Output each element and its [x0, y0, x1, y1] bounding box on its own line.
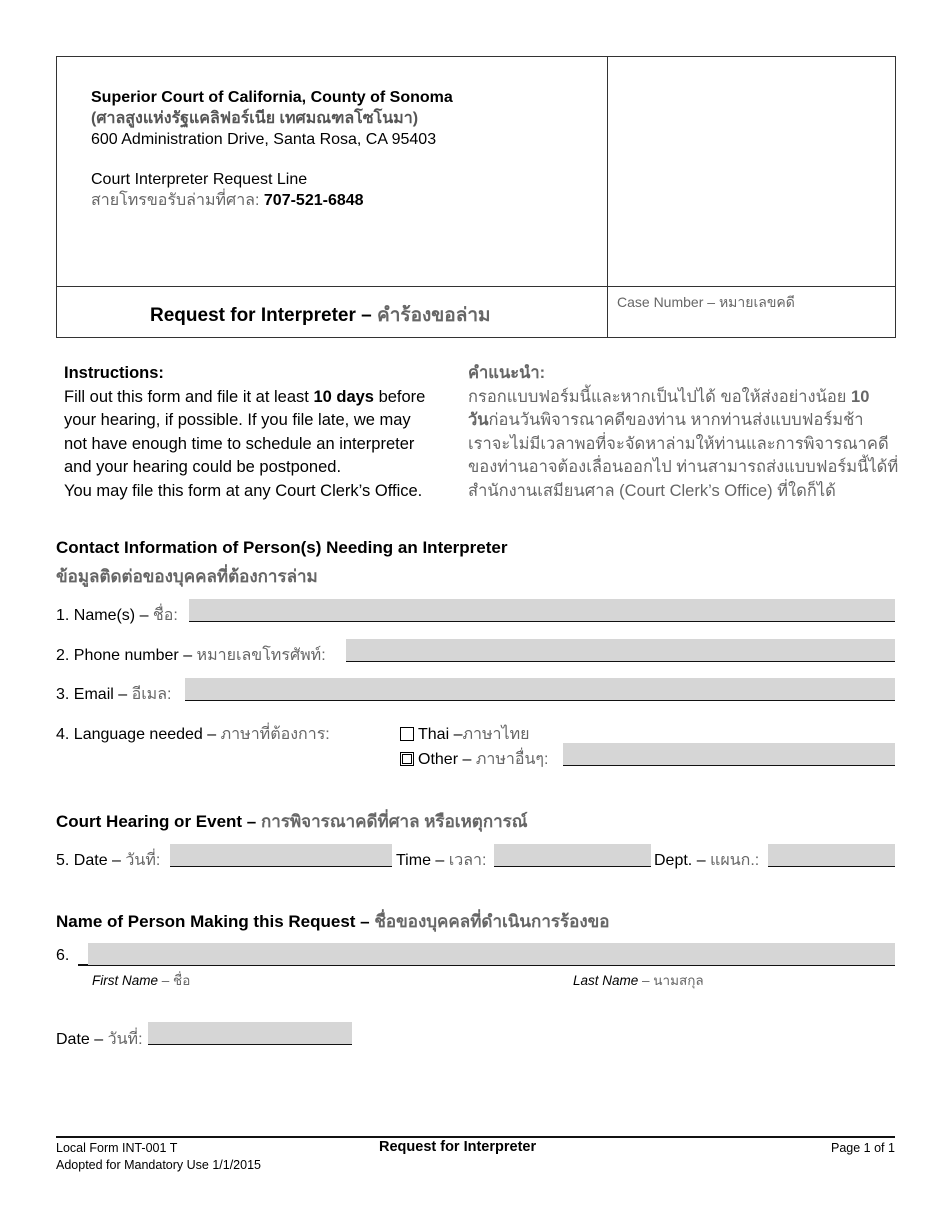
request-date-label: Date – วันที่:	[56, 1031, 143, 1048]
requester-number: 6.	[56, 947, 70, 964]
phone-number: 707-521-6848	[263, 192, 364, 209]
contact-heading: Contact Information of Person(s) Needing an Interpreter	[56, 538, 508, 557]
request-line-label: Court Interpreter Request Line	[91, 171, 308, 188]
name-field[interactable]	[189, 599, 895, 622]
header-horizontal-divider	[56, 286, 895, 287]
instructions-line-2: your hearing, if possible. If you file late, we may	[64, 411, 411, 429]
instructions-thai	[468, 362, 898, 503]
form-title	[150, 300, 491, 330]
footer-page: Page 1 of 1	[831, 1141, 895, 1155]
header-vertical-divider	[607, 56, 608, 337]
last-name-caption: Last Name – นามสกุล	[573, 973, 704, 988]
case-number-input[interactable]	[612, 312, 890, 334]
form-title-thai: คำร้องขอล่าม	[377, 305, 491, 326]
instructions-line-1: Fill out this form and file it at least 10 days before	[64, 387, 426, 406]
instructions-thai-line-5: สำนักงานเสมียนศาล (Court Clerk’s Office) ที่ใดก็ได้	[468, 481, 836, 500]
instructions-en	[64, 362, 454, 503]
hearing-time-field[interactable]	[494, 844, 651, 867]
request-line-thai: สายโทรขอรับล่ามที่ศาล:	[91, 192, 260, 209]
footer-adopted: Adopted for Mandatory Use 1/1/2015	[56, 1158, 261, 1172]
thai-checkbox[interactable]	[400, 727, 414, 741]
email-label: 3. Email – อีเมล:	[56, 686, 172, 703]
phone-label: 2. Phone number – หมายเลขโทรศัพท์:	[56, 647, 326, 664]
email-field[interactable]	[185, 678, 895, 701]
instructions-line-3: not have enough time to schedule an interpreter	[64, 434, 415, 453]
instructions-thai-line-3: เราจะไม่มีเวลาพอที่จะจัดหาล่ามให้ท่านและการพิจารณาคดี	[468, 434, 889, 453]
phone-field[interactable]	[346, 639, 895, 662]
instructions-heading-thai: คำแนะนำ:	[468, 364, 546, 382]
court-name-thai: (ศาลสูงแห่งรัฐแคลิฟอร์เนีย เทศมณฑลโซโนมา)	[91, 110, 419, 127]
case-number-label: Case Number – หมายเลขคดี	[617, 294, 795, 310]
contact-heading-thai: ข้อมูลติดต่อของบุคคลที่ต้องการล่าม	[56, 567, 318, 586]
first-name-caption: First Name – ชื่อ	[92, 973, 191, 988]
footer-rule	[56, 1136, 895, 1138]
instructions-heading: Instructions:	[64, 364, 164, 382]
footer-title: Request for Interpreter	[379, 1139, 537, 1155]
footer-form-id: Local Form INT-001 T	[56, 1141, 178, 1155]
other-language-field[interactable]	[563, 743, 895, 766]
court-name: Superior Court of California, County of Sonoma	[91, 89, 453, 106]
requester-name-underline-lead	[78, 964, 88, 966]
court-info	[91, 87, 453, 211]
form-title-en: Request for Interpreter –	[150, 305, 372, 326]
court-address: 600 Administration Drive, Santa Rosa, CA 95403	[91, 131, 437, 148]
language-option-thai[interactable]: Thai –ภาษาไทย	[400, 722, 530, 747]
other-checkbox[interactable]	[400, 752, 414, 766]
language-label: 4. Language needed – ภาษาที่ต้องการ:	[56, 726, 330, 743]
hearing-date-field[interactable]	[170, 844, 392, 867]
requester-name-field[interactable]	[88, 943, 895, 966]
requester-heading: Name of Person Making this Request – ชื่อของบุคคลที่ดำเนินการร้องขอ	[56, 912, 610, 931]
instructions-line-5: You may file this form at any Court Clerk’s Office.	[64, 481, 423, 500]
language-option-other[interactable]: Other – ภาษาอื่นๆ:	[400, 747, 548, 772]
instructions-line-4: and your hearing could be postponed.	[64, 458, 342, 476]
instructions-thai-line-1: กรอกแบบฟอร์มนี้และหากเป็นไปได้ ขอให้ส่งอย่างน้อย 10	[468, 387, 870, 406]
name-label: 1. Name(s) – ชื่อ:	[56, 607, 178, 624]
instructions-thai-line-4: ของท่านอาจต้องเลื่อนออกไป ท่านสามารถส่งแบบฟอร์มนี้ได้ที่	[468, 458, 899, 476]
dept-label: Dept. – แผนก.:	[654, 852, 760, 869]
request-line-phone-row	[91, 190, 453, 211]
instructions-thai-line-2: วันก่อนวันพิจารณาคดีของท่าน หากท่านส่งแบบฟอร์มช้า	[468, 411, 864, 429]
request-date-field[interactable]	[148, 1022, 352, 1045]
time-label: Time – เวลา:	[396, 852, 487, 869]
hearing-heading: Court Hearing or Event – การพิจารณาคดีที่ศาล หรือเหตุการณ์	[56, 812, 528, 831]
date-label: 5. Date – วันที่:	[56, 852, 161, 869]
hearing-dept-field[interactable]	[768, 844, 895, 867]
